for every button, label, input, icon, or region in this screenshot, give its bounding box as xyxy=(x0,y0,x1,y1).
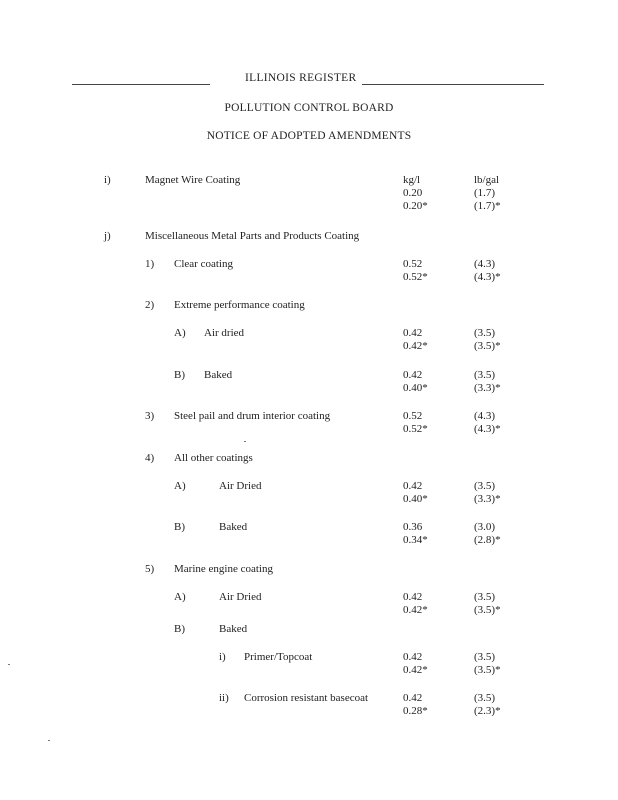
scan-speck xyxy=(8,664,10,665)
j4a-label: Air Dried xyxy=(219,480,262,492)
register-title: ILLINOIS REGISTER xyxy=(245,72,357,84)
j5b-marker: B) xyxy=(174,623,185,635)
j2a-lb-2: (3.5)* xyxy=(474,340,501,352)
j3-label: Steel pail and drum interior coating xyxy=(174,410,331,422)
j1-marker: 1) xyxy=(145,258,155,270)
j5a-kg-2: 0.42* xyxy=(403,604,428,616)
item-i-label: Magnet Wire Coating xyxy=(145,174,241,186)
j5b-i-label: Primer/Topcoat xyxy=(244,651,313,663)
item-i-lb-1: (1.7) xyxy=(474,187,496,199)
j3-kg-2: 0.52* xyxy=(403,423,428,435)
j4b-label: Baked xyxy=(219,521,248,533)
item-i-kg-2: 0.20* xyxy=(403,200,428,212)
j5b-i-kg-2: 0.42* xyxy=(403,664,428,676)
j5a-label: Air Dried xyxy=(219,591,262,603)
j2b-marker: B) xyxy=(174,369,185,381)
j5b-ii-lb-1: (3.5) xyxy=(474,692,496,704)
j4a-kg-2: 0.40* xyxy=(403,493,428,505)
j5b-i-lb-2: (3.5)* xyxy=(474,664,501,676)
j5a-lb-1: (3.5) xyxy=(474,591,496,603)
j5b-ii-kg-1: 0.42 xyxy=(403,692,423,704)
j4-label: All other coatings xyxy=(174,452,253,464)
j2a-kg-1: 0.42 xyxy=(403,327,423,339)
j4a-marker: A) xyxy=(174,480,186,492)
j5b-ii-label: Corrosion resistant basecoat xyxy=(244,692,369,704)
j5b-ii-marker: ii) xyxy=(219,692,229,704)
j5a-marker: A) xyxy=(174,591,186,603)
item-j-marker: j) xyxy=(104,230,111,242)
j4b-lb-2: (2.8)* xyxy=(474,534,501,546)
j5b-i-kg-1: 0.42 xyxy=(403,651,423,663)
j5-marker: 5) xyxy=(145,563,155,575)
item-i-kg-1: 0.20 xyxy=(403,187,423,199)
j4b-kg-2: 0.34* xyxy=(403,534,428,546)
j4-marker: 4) xyxy=(145,452,155,464)
j1-kg-1: 0.52 xyxy=(403,258,423,270)
j2a-marker: A) xyxy=(174,327,186,339)
j2-label: Extreme performance coating xyxy=(174,299,305,311)
j3-lb-1: (4.3) xyxy=(474,410,496,422)
column-kg-header: kg/l xyxy=(403,174,421,186)
j4a-kg-1: 0.42 xyxy=(403,480,423,492)
j1-kg-2: 0.52* xyxy=(403,271,428,283)
item-i-marker: i) xyxy=(104,174,111,186)
agency-title: POLLUTION CONTROL BOARD xyxy=(224,102,394,114)
j3-lb-2: (4.3)* xyxy=(474,423,501,435)
j4b-lb-1: (3.0) xyxy=(474,521,496,533)
j2a-lb-1: (3.5) xyxy=(474,327,496,339)
item-j-label: Miscellaneous Metal Parts and Products Coating xyxy=(145,230,360,242)
column-lb-header: lb/gal xyxy=(474,174,500,186)
scan-speck xyxy=(48,740,50,741)
j5b-i-lb-1: (3.5) xyxy=(474,651,496,663)
j3-kg-1: 0.52 xyxy=(403,410,423,422)
j4a-lb-1: (3.5) xyxy=(474,480,496,492)
j2b-kg-2: 0.40* xyxy=(403,382,428,394)
j2a-label: Air dried xyxy=(204,327,245,339)
j4a-lb-2: (3.3)* xyxy=(474,493,501,505)
j5b-ii-kg-2: 0.28* xyxy=(403,705,428,717)
item-i-lb-2: (1.7)* xyxy=(474,200,501,212)
j1-lb-2: (4.3)* xyxy=(474,271,501,283)
j1-lb-1: (4.3) xyxy=(474,258,496,270)
j2-marker: 2) xyxy=(145,299,155,311)
header-rule-left xyxy=(72,84,210,85)
j2b-kg-1: 0.42 xyxy=(403,369,423,381)
j5a-kg-1: 0.42 xyxy=(403,591,423,603)
j3-marker: 3) xyxy=(145,410,155,422)
j5b-i-marker: i) xyxy=(219,651,226,663)
j4b-marker: B) xyxy=(174,521,185,533)
j1-label: Clear coating xyxy=(174,258,233,270)
j5b-label: Baked xyxy=(219,623,248,635)
j4b-kg-1: 0.36 xyxy=(403,521,423,533)
j5a-lb-2: (3.5)* xyxy=(474,604,501,616)
header-rule-right xyxy=(362,84,544,85)
scan-speck xyxy=(244,441,246,442)
notice-title: NOTICE OF ADOPTED AMENDMENTS xyxy=(206,130,412,142)
j2b-lb-1: (3.5) xyxy=(474,369,496,381)
j2b-lb-2: (3.3)* xyxy=(474,382,501,394)
j5-label: Marine engine coating xyxy=(174,563,273,575)
j2b-label: Baked xyxy=(204,369,233,381)
j5b-ii-lb-2: (2.3)* xyxy=(474,705,501,717)
j2a-kg-2: 0.42* xyxy=(403,340,428,352)
